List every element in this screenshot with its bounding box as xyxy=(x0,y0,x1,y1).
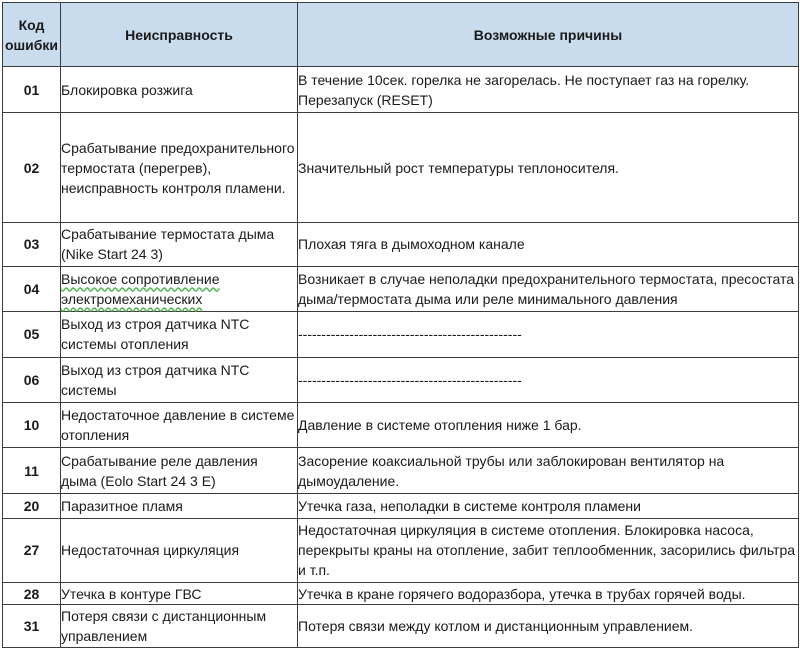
possible-cause: В течение 10сек. горелка не загорелась. Не поступает газ на горелку. Перезапуск (RESET) xyxy=(298,67,799,113)
table-row xyxy=(3,267,799,311)
header-causes: Возможные причины xyxy=(298,3,799,67)
table-row xyxy=(3,605,799,648)
header-code: Код ошибки xyxy=(3,3,61,67)
table-row xyxy=(3,447,799,493)
fault-description xyxy=(61,267,298,311)
fault-description: Утечка в контуре ГВС xyxy=(61,583,298,605)
error-code: 03 xyxy=(3,222,61,266)
error-code: 20 xyxy=(3,494,61,518)
header-fault: Неисправность xyxy=(61,3,298,67)
table-row xyxy=(3,518,799,583)
table-row xyxy=(3,583,799,605)
table-row xyxy=(3,67,799,113)
error-code: 28 xyxy=(3,583,61,605)
possible-cause: ------------------------------------------------ xyxy=(298,357,799,402)
error-code: 11 xyxy=(3,447,61,493)
fault-description: Выход из строя датчика NTC системы отопления xyxy=(61,311,298,357)
table-row xyxy=(3,311,799,357)
fault-text: Высокое сопротивление электромеханических xyxy=(61,270,220,307)
possible-cause: Потеря связи между котлом и дистанционным управлением. xyxy=(298,605,799,648)
fault-description: Срабатывание предохранительного термостата (перегрев), неисправность контроля пламени. xyxy=(61,113,298,222)
error-code: 02 xyxy=(3,113,61,222)
possible-cause: Плохая тяга в дымоходном канале xyxy=(298,222,799,266)
error-code: 27 xyxy=(3,518,61,583)
fault-description: Недостаточная циркуляция xyxy=(61,518,298,583)
table-row xyxy=(3,403,799,447)
error-codes-table xyxy=(2,2,799,648)
header-row xyxy=(3,3,799,67)
table-row xyxy=(3,494,799,518)
table-row xyxy=(3,222,799,266)
table-row xyxy=(3,113,799,222)
fault-description: Выход из строя датчика NTC системы xyxy=(61,357,298,402)
possible-cause: Засорение коаксиальной трубы или заблокирован вентилятор на дымоудаление. xyxy=(298,447,799,493)
fault-description: Срабатывание реле давления дыма (Eolo Start 24 3 E) xyxy=(61,447,298,493)
possible-cause: Утечка газа, неполадки в системе контроля пламени xyxy=(298,494,799,518)
table-row xyxy=(3,357,799,402)
error-code: 01 xyxy=(3,67,61,113)
possible-cause: ------------------------------------------------ xyxy=(298,311,799,357)
possible-cause: Недостаточная циркуляция в системе отопления. Блокировка насоса, перекрыты краны на отопление, забит теплообменник, засорились фильтра и т.п. xyxy=(298,518,799,583)
error-code: 10 xyxy=(3,403,61,447)
error-code: 05 xyxy=(3,311,61,357)
fault-description: Паразитное пламя xyxy=(61,494,298,518)
error-code: 04 xyxy=(3,267,61,311)
error-code: 31 xyxy=(3,605,61,648)
fault-description: Недостаточное давление в системе отопления xyxy=(61,403,298,447)
possible-cause: Утечка в кране горячего водоразбора, утечка в трубах горячей воды. xyxy=(298,583,799,605)
fault-description: Блокировка розжига xyxy=(61,67,298,113)
possible-cause: Давление в системе отопления ниже 1 бар. xyxy=(298,403,799,447)
error-code: 06 xyxy=(3,357,61,402)
fault-description: Потеря связи с дистанционным управлением xyxy=(61,605,298,648)
possible-cause: Возникает в случае неполадки предохранительного термостата, пресостата дыма/термостата дыма или реле минимального давления xyxy=(298,267,799,311)
fault-description: Срабатывание термостата дыма (Nike Start 24 3) xyxy=(61,222,298,266)
possible-cause: Значительный рост температуры теплоносителя. xyxy=(298,113,799,222)
